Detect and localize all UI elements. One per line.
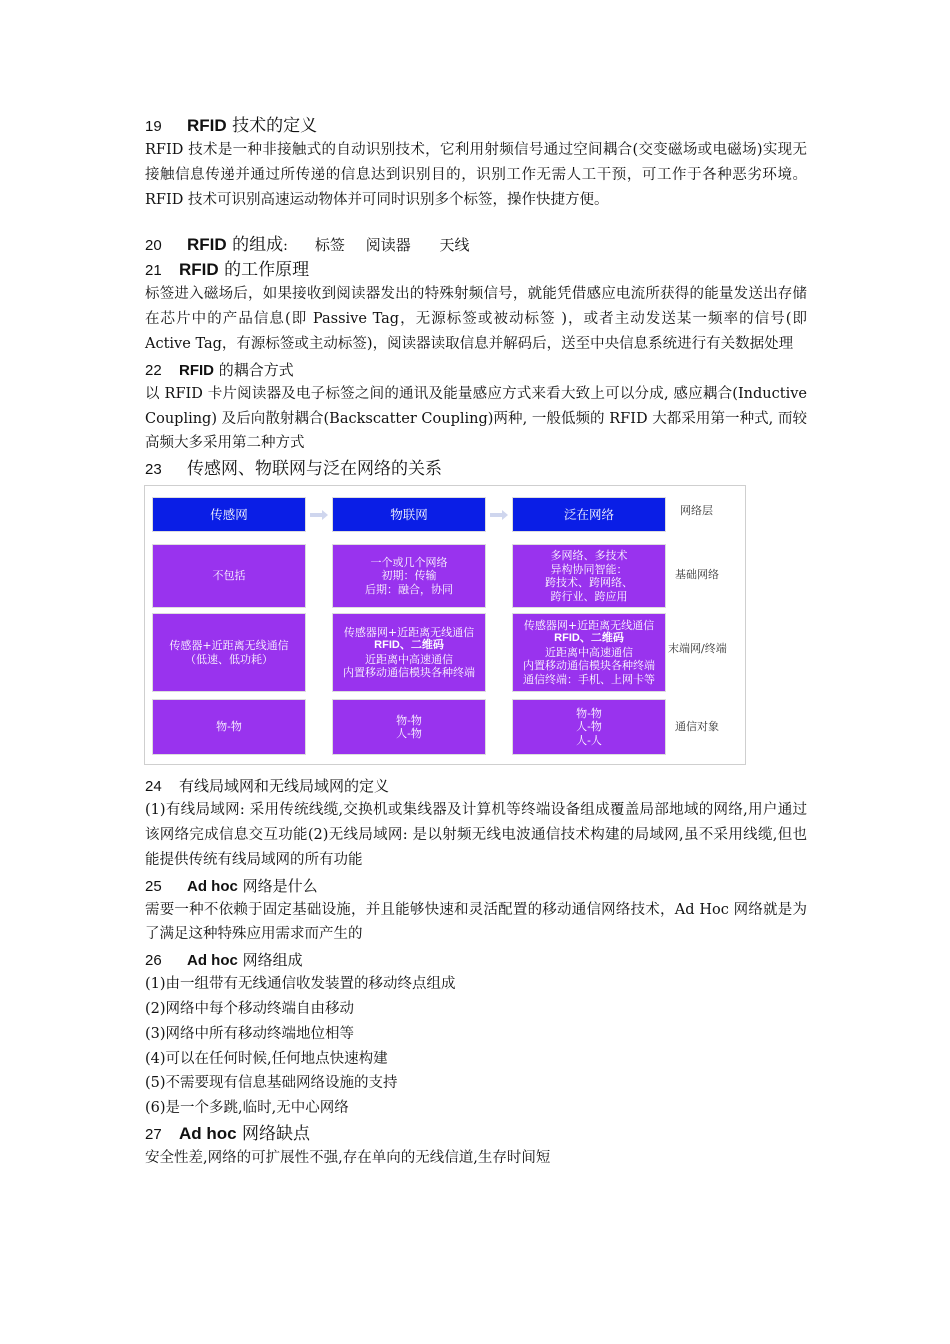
part-antenna: 天线 [439,236,470,255]
heading-20 [145,232,807,257]
heading-text: 传感网、物联网与泛在网络的关系 [187,459,442,480]
cell-line: 近距离中高速通信 [365,652,453,666]
paragraph-25: 需要一种不依赖于固定基础设施，并且能够快速和灵活配置的移动通信网络技术，Ad Hoc 网络就是为了满足这种特殊应用需求而产生的 [145,901,807,943]
heading-number: 20 [145,237,162,255]
cell-line: RFID、二维码 [374,639,444,652]
cell-line: 不包括 [212,569,246,583]
heading-bold: RFID [179,361,214,379]
list-item: (5)不需要现有信息基础网络设施的支持 [145,1075,398,1092]
cell-terminal-ubiquitous [512,613,666,692]
heading-number: 27 [145,1125,162,1143]
cell-line: 人-物 [396,727,422,741]
cell-terminal-sensor [152,613,306,692]
row-label-base-network: 基础网络 [675,568,719,582]
cell-terminal-iot [332,613,486,692]
heading-19 [145,113,807,138]
list-item: (3)网络中所有移动终端地位相等 [145,1025,355,1042]
cell-line: 人-物 [576,720,602,734]
heading-number: 23 [145,461,162,479]
cell-base-ubiquitous [512,544,666,608]
heading-26 [145,947,807,972]
header-sensor-network [152,497,306,532]
heading-bold: RFID [187,235,227,255]
cell-line: （低速、低功耗） [185,652,273,666]
header-label: 物联网 [390,506,428,522]
cell-base-iot [332,544,486,608]
heading-text: 网络是什么 [242,876,318,895]
list-item: (6)是一个多跳,临时,无中心网络 [145,1100,349,1117]
cell-line: 异构协同智能： [550,562,628,576]
heading-number: 25 [145,877,162,895]
heading-number: 24 [145,778,162,796]
heading-colon: : [283,238,288,255]
cell-line: 传感器网+近距离无线通信 [343,625,475,639]
heading-number: 22 [145,361,162,379]
cell-base-sensor [152,544,306,608]
heading-24 [145,773,807,798]
cell-line: 多网络、多技术 [550,549,628,563]
cell-line: 通信终端：手机、上网卡等 [523,672,655,686]
cell-line: 初期：传输 [381,569,437,583]
list-item: (2)网络中每个移动终端自由移动 [145,1000,355,1017]
arrow-right-icon [310,510,328,520]
heading-bold: Ad hoc [179,1123,237,1143]
cell-line: 物-物 [576,706,602,720]
cell-line: 后期：融合，协同 [365,582,453,596]
cell-line: 人-人 [576,733,602,747]
cell-line: 内置移动通信模块各种终端 [523,659,655,673]
header-label: 传感网 [210,506,248,522]
list-item: (4)可以在任何时候,任何地点快速构建 [145,1050,388,1067]
paragraph-22: 以 RFID 卡片阅读器及电子标签之间的通讯及能量感应方式来看大致上可以分成, 感应耦合(Inductive Coupling) 及后向散射耦合(Backscatter Coupling)两种, 一般低频的 RFID 大都采用第一种式, 而较高频大多采用第二种方式 [145,385,807,452]
document-page [145,113,807,1171]
heading-25 [145,873,807,898]
part-reader: 阅读器 [365,236,411,255]
part-tag: 标签 [314,236,345,255]
heading-number: 21 [145,262,162,280]
heading-bold: Ad hoc [187,877,238,895]
heading-text: 的工作原理 [224,260,310,281]
heading-text: 技术的定义 [232,116,318,136]
cell-line: RFID、二维码 [554,632,624,645]
cell-line: 一个或几个网络 [370,555,448,569]
cell-line: 内置移动通信模块各种终端 [343,666,475,680]
row-label-terminal: 末端网/终端 [668,642,727,656]
header-iot [332,497,486,532]
paragraph-27: 安全性差,网络的可扩展性不强,存在单向的无线信道,生存时间短 [145,1149,551,1166]
heading-text: 的耦合方式 [218,360,294,379]
cell-line: 近距离中高速通信 [545,645,633,659]
heading-bold: Ad hoc [187,952,238,970]
cell-object-iot [332,699,486,755]
cell-object-ubiquitous [512,699,666,755]
paragraph-19: RFID 技术是一种非接触式的自动识别技术，它利用射频信号通过空间耦合(交变磁场或电磁场)实现无接触信息传递并通过所传递的信息达到识别目的，识别工作无需人工干预，可工作于各种恶劣环境。RFID 技术可识别高速运动物体并可同时识别多个标签，操作快捷方便。 [145,142,807,208]
cell-line: 物-物 [396,713,422,727]
heading-23 [145,456,807,481]
heading-text: 网络组成 [242,951,303,970]
heading-22 [145,357,807,382]
heading-text: 有线局域网和无线局域网的定义 [179,777,390,796]
heading-number: 26 [145,952,162,970]
row-label-communication-object: 通信对象 [675,720,719,734]
paragraph-24: (1)有线局域网: 采用传统线缆,交换机或集线器及计算机等终端设备组成覆盖局部地域的网络,用户通过该网络完成信息交互功能(2)无线局域网: 是以射频无线电波通信技术构建的局域网,虽不采用线缆,但也能提供传统有线局域网的所有功能 [145,802,807,868]
header-label: 泛在网络 [563,506,614,522]
list-item: (1)由一组带有无线通信收发装置的移动终点组成 [145,976,456,993]
heading-21 [145,257,807,282]
heading-bold: RFID [187,116,227,135]
heading-text: 的组成 [232,235,284,256]
heading-bold: RFID [179,260,219,280]
arrow-right-icon [490,510,508,520]
cell-line: 传感器网+近距离无线通信 [523,618,655,632]
cell-line: 传感器+近距离无线通信 [169,639,289,653]
cell-line: 跨技术、跨网络、 [545,576,633,590]
cell-line: 物-物 [216,720,242,734]
row-label-network-layer: 网络层 [680,504,713,518]
header-ubiquitous-network [512,497,666,532]
heading-27 [145,1121,807,1146]
heading-text: 网络缺点 [242,1123,311,1144]
rfid-parts [315,236,486,254]
cell-object-sensor [152,699,306,755]
heading-number: 19 [145,118,162,135]
cell-line: 跨行业、跨应用 [550,589,628,603]
paragraph-21: 标签进入磁场后，如果接收到阅读器发出的特殊射频信号，就能凭借感应电流所获得的能量发送出存储在芯片中的产品信息(即 Passive Tag，无源标签或被动标签 )，或者主动发送某一频率的信号(即 Active Tag，有源标签或主动标签)，阅读器读取信息并解码后，送至中央信息系统进行有关数据处理 [145,286,807,352]
network-relationship-diagram [144,485,746,765]
